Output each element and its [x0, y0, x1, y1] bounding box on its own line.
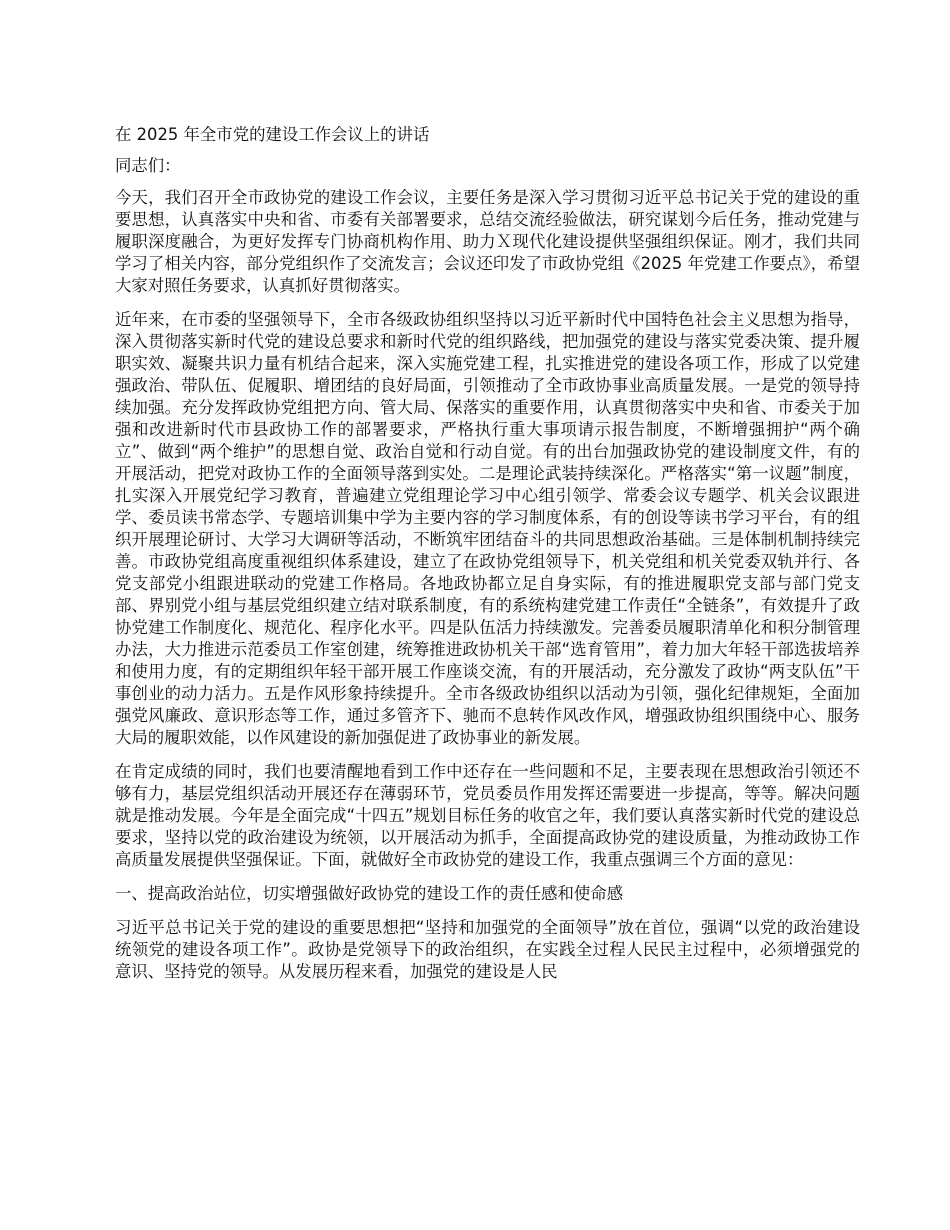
document-title: 在 2025 年全市党的建设工作会议上的讲话 [115, 125, 430, 144]
greeting: 同志们： [115, 156, 181, 175]
paragraph-opening: 今天，我们召开全市政协党的建设工作会议，主要任务是深入学习贯彻习近平总书记关于党的建设的重要思想，认真落实中央和省、市委有关部署要求，总结交流经验做法，研究谋划今后任务，推动党建与履职深度融合，为更好发挥专门协商机构作用、助力Ｘ现代化建设提供坚强组织保证。刚才，我们共同学习了相关内容，部分党组织作了交流发言；会议还印发了市政协党组《2025 年党建工作要点》，希望大家对照任务要求，认真抓好贯彻落实。 [115, 188, 860, 295]
document-page [115, 124, 860, 995]
paragraph-section-1: 习近平总书记关于党的建设的重要思想把“坚持和加强党的全面领导”放在首位，强调“以党的政治建设统领党的建设各项工作”。政协是党领导下的政治组织，在实践全过程人民民主过程中，必须增强党的意识、坚持党的领导。从发展历程来看，加强党的建设是人民 [115, 918, 860, 981]
section-heading-1: 一、提高政治站位，切实增强做好政协党的建设工作的责任感和使命感 [115, 884, 624, 903]
paragraph-problems: 在肯定成绩的同时，我们也要清醒地看到工作中还存在一些问题和不足，主要表现在思想政治引领还不够有力，基层党组织活动开展还存在薄弱环节，党员委员作用发挥还需要进一步提高，等等。解决问题就是推动发展。今年是全面完成“十四五”规划目标任务的收官之年，我们要认真落实新时代党的建设总要求，坚持以党的政治建设为统领，以开展活动为抓手，全面提高政协党的建设质量，为推动政协工作高质量发展提供坚强保证。下面，就做好全市政协党的建设工作，我重点强调三个方面的意见： [115, 762, 860, 869]
paragraph-achievements: 近年来，在市委的坚强领导下，全市各级政协组织坚持以习近平新时代中国特色社会主义思想为指导，深入贯彻落实新时代党的建设总要求和新时代党的组织路线，把加强党的建设与落实党委决策、提升履职实效、凝聚共识力量有机结合起来，深入实施党建工程，扎实推进党的建设各项工作，形成了以党建强政治、带队伍、促履职、增团结的良好局面，引领推动了全市政协事业高质量发展。一是党的领导持续加强。充分发挥政协党组把方向、管大局、保落实的重要作用，认真贯彻落实中央和省、市委关于加强和改进新时代市县政协工作的部署要求，严格执行重大事项请示报告制度，不断增强拥护“两个确立”、做到“两个维护”的思想自觉、政治自觉和行动自觉。有的出台加强政协党的建设制度文件，有的开展活动，把党对政协工作的全面领导落到实处。二是理论武装持续深化。严格落实“第一议题”制度，扎实深入开展党纪学习教育，普遍建立党组理论学习中心组引领学、常委会议专题学、机关会议跟进学、委员读书常态学、专题培训集中学为主要内容的学习制度体系，有的创设等读书学习平台，有的组织开展理论研讨、大学习大调研等活动，不断筑牢团结奋斗的共同思想政治基础。三是体制机制持续完善。市政协党组高度重视组织体系建设，建立了在政协党组领导下，机关党组和机关党委双轨并行、各党支部党小组跟进联动的党建工作格局。各地政协都立足自身实际，有的推进履职党支部与部门党支部、界别党小组与基层党组织建立结对联系制度，有的系统构建党建工作责任“全链条”，有效提升了政协党建工作制度化、规范化、程序化水平。四是队伍活力持续激发。完善委员履职清单化和积分制管理办法，大力推进示范委员工作室创建，统筹推进政协机关干部“选育管用”，着力加大年轻干部选拔培养和使用力度，有的定期组织年轻干部开展工作座谈交流，有的开展活动，充分激发了政协“两支队伍”干事创业的动力活力。五是作风形象持续提升。全市各级政协组织以活动为引领，强化纪律规矩，全面加强党风廉政、意识形态等工作，通过多管齐下、驰而不息转作风改作风，增强政协组织围绕中心、服务大局的履职效能，以作风建设的新加强促进了政协事业的新发展。 [115, 310, 860, 747]
